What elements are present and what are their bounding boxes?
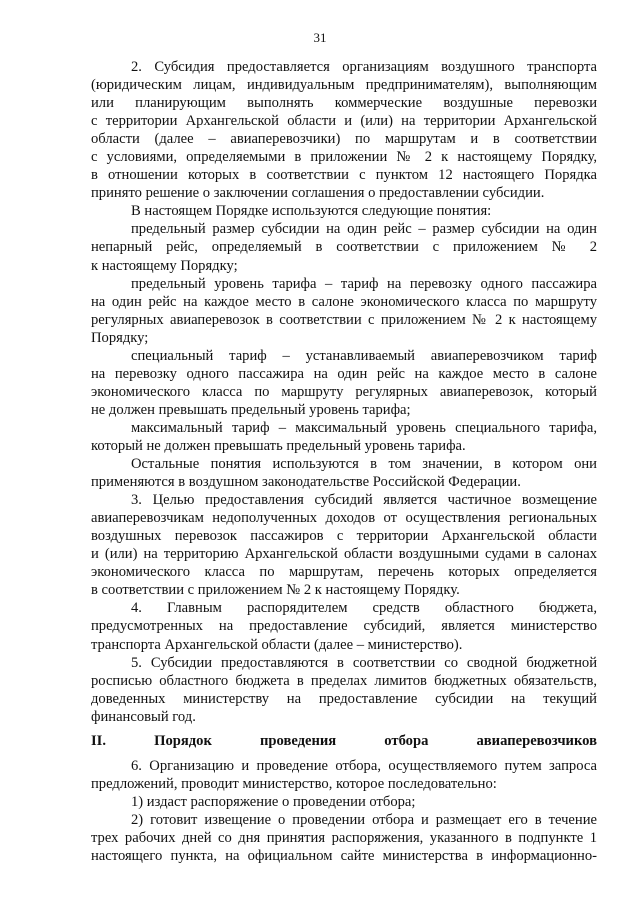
text-line: настоящего пункта, на официальном сайте министерства в информационно- (91, 848, 597, 865)
text-line: 3. Целью предоставления субсидий является частичное возмещение (131, 492, 597, 509)
text-line: и (или) на территорию Архангельской области воздушными судами в салонах (91, 546, 597, 563)
text-line: воздушных перевозок пассажиров с территории Архангельской области (91, 528, 597, 545)
text-line: с территории Архангельской области и (или) на территории Архангельской (91, 113, 597, 130)
text-line: на один рейс на каждое место в салоне экономического класса по маршруту (91, 293, 597, 310)
text-line: максимальный тариф – максимальный уровень специального тарифа, (131, 419, 597, 436)
document-body (91, 58, 597, 865)
text-line: предельный уровень тарифа – тариф на перевозку одного пассажира (131, 275, 597, 292)
text-line: специальный тариф – устанавливаемый авиаперевозчиком тариф (131, 347, 597, 364)
text-line: Остальные понятия используются в том значении, в котором они (131, 456, 597, 473)
text-line: принято решение о заключении соглашения о предоставлении субсидии. (91, 185, 545, 202)
text-line: 4. Главным распорядителем средств областного бюджета, (131, 600, 597, 617)
text-line: предельный размер субсидии на один рейс – размер субсидии на один (131, 221, 597, 238)
text-line: в отношении которых в соответствии с пунктом 12 настоящего Порядка (91, 167, 597, 184)
text-line: 5. Субсидии предоставляются в соответствии со сводной бюджетной (131, 654, 597, 671)
page-number: 31 (313, 30, 327, 45)
text-line: финансовый год. (91, 708, 196, 725)
text-line: с условиями, определяемыми в приложении № 2 к настоящему Порядку, (91, 149, 597, 166)
text-line: (юридическим лицам, индивидуальным предпринимателям), выполняющим (91, 77, 597, 94)
text-line: росписью областного бюджета в пределах лимитов бюджетных обязательств, (91, 672, 597, 689)
text-line: который не должен превышать предельный уровень тарифа. (91, 437, 466, 454)
text-line: 2. Субсидия предоставляется организациям воздушного транспорта (131, 59, 597, 75)
text-line: 2) готовит извещение о проведении отбора и размещает его в течение (131, 811, 597, 828)
text-line: к настоящему Порядку; (91, 257, 238, 274)
text-line: или планирующим выполнять коммерческие воздушные перевозки (91, 95, 597, 112)
text-line: В настоящем Порядке используются следующие понятия: (131, 203, 492, 220)
text-line: экономического класса по маршруту регулярных авиаперевозок, который (91, 383, 597, 400)
text-line: Порядку; (91, 329, 149, 346)
text-line: не должен превышать предельный уровень тарифа; (91, 401, 411, 418)
text-line: трех рабочих дней со дня принятия распоряжения, указанного в подпункте 1 (91, 829, 597, 846)
text-line: в соответствии с приложением № 2 к настоящему Порядку. (91, 582, 460, 599)
text-line: применяются в воздушном законодательстве Российской Федерации. (91, 474, 521, 491)
text-line: предусмотренных на предоставление субсидий, является министерство (91, 618, 597, 635)
text-line: 6. Организацию и проведение отбора, осуществляемого путем запроса (131, 757, 597, 774)
text-line: непарный рейс, определяемый в соответствии с приложением № 2 (91, 239, 597, 256)
text-line: доведенных министерству на предоставление субсидии на текущий (91, 690, 597, 707)
text-line: предложений, проводит министерство, которое последовательно: (91, 775, 497, 792)
text-line: экономического класса по маршрутам, перечень которых определяется (91, 564, 597, 581)
text-line: на перевозку одного пассажира на один рейс на каждое место в салоне (91, 365, 597, 382)
section-heading: II. Порядок проведения отбора авиаперевозчиков (91, 732, 597, 749)
text-line: области (далее – авиаперевозчики) по маршрутам и в соответствии (91, 131, 597, 148)
text-line: авиаперевозчикам недополученных доходов от осуществления региональных (91, 510, 597, 527)
text-line: регулярных авиаперевозок в соответствии с приложением № 2 к настоящему (91, 311, 597, 328)
text-line: 1) издаст распоряжение о проведении отбора; (131, 793, 416, 810)
text-line: транспорта Архангельской области (далее – министерство). (91, 636, 463, 653)
